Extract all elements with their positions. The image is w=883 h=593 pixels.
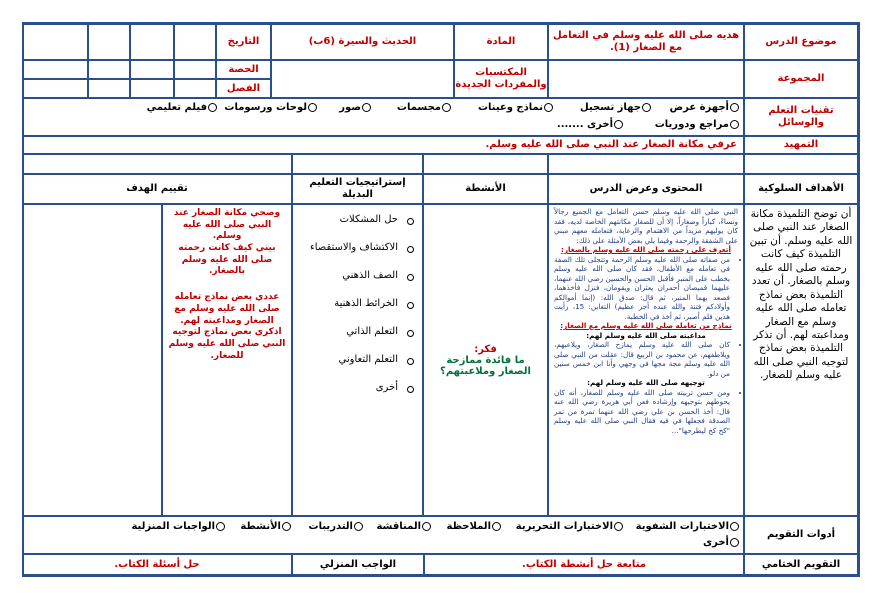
group-value <box>548 60 744 98</box>
date-cell-4 <box>22 24 88 60</box>
spacer-cell-1 <box>744 154 858 174</box>
subject-value: الحديث والسيرة (6ب) <box>271 24 454 60</box>
technique-option-mockups[interactable]: مجسمات <box>397 102 451 113</box>
lesson-topic: هديه صلى الله عليه وسلم في التعامل مع الصغار (1). <box>548 24 744 60</box>
class-cell-1 <box>174 79 216 98</box>
col-content-header: المحتوى وعرض الدرس <box>548 174 744 204</box>
objectives-body: أن توضح التلميذة مكانة الصغار عند النبي صلى الله عليه وسلم. أن تبين التلميذة كيف كانت رحمته صلى الله عليه وسلم بالصغار. أن تعدد التلميذة بعض نماذج تعامله صلى الله عليه وسلم مع الصغار ومداعبته لهم. أن تذكر التلميذة بعض نماذج لتوجيه النبي صلى الله عليه وسلم للصغار. <box>744 204 858 516</box>
homework-label: الواجب المنزلي <box>292 554 424 575</box>
vocab-label: المكتسبات والمفردات الجديدة <box>454 60 548 98</box>
date-cell-3 <box>88 24 130 60</box>
content-paragraph-mercy: • من صفاته صلى الله عليه وسلم الرحمة وتتجلى تلك الصفة في تعامله مع الأطفال، فقد كان صلى الله عليه وسلم يخطب على المنبر فأقبل الحسن والحسين رضي الله عنهما، عليهما قميصان أحمران يعثران ويقومان، فنزل فأخذهما، فصعد بهما المنبر، ثم قال: صدق الله: (إنما أموالكم وأولادكم فتنة والله عنده أجر عظيم) التغابن: 15، رأيت هذين فلم أصبر، ثم أخذ في الخطبة. <box>554 255 730 322</box>
spacer-cell-3 <box>423 154 548 174</box>
radio-icon[interactable] <box>730 522 739 531</box>
circle-bullet-icon <box>407 218 414 225</box>
date-cell-2 <box>130 24 174 60</box>
evaluation-body <box>162 204 292 516</box>
radio-icon[interactable] <box>208 103 217 112</box>
content-subheading-models: نماذج من تعامله صلى الله عليه وسلم مع الصغار: <box>560 321 732 330</box>
assessment-option-other[interactable]: أخرى <box>703 537 739 548</box>
spacer-cell-5 <box>22 154 292 174</box>
circle-bullet-icon <box>407 246 414 253</box>
homework-text: حل أسئلة الكتاب. <box>22 554 292 575</box>
assessment-label: أدوات التقويم <box>744 516 858 554</box>
content-subheading-guidance: توجيهه صلى الله عليه وسلم لهم: <box>587 378 705 387</box>
radio-icon[interactable] <box>730 103 739 112</box>
radio-icon[interactable] <box>614 120 623 129</box>
group-label: المجموعة <box>744 60 858 98</box>
period-cell-2 <box>130 60 174 79</box>
assessment-option-discussion[interactable]: المناقشة <box>376 521 431 532</box>
intro-label: التمهيد <box>744 136 858 154</box>
strategy-item: الصف الذهني <box>293 269 416 283</box>
assessment-option-exercises[interactable]: التدريبات <box>309 521 363 532</box>
technique-option-projector[interactable]: أجهزة عرض <box>670 102 739 113</box>
technique-option-references[interactable]: مراجع ودوريات <box>655 119 739 130</box>
radio-icon[interactable] <box>216 522 225 531</box>
evaluation-extra <box>22 204 162 516</box>
strategy-item: حل المشكلات <box>293 213 416 227</box>
content-intro: النبي صلى الله عليه وسلم حسن التعامل مع الجميع رجالاً ونساءً، كباراً وصغاراً، إلا أن للصغار مكانتهم الخاصة لديه، فقد كان يوليهم مزيداً من الاهتمام والرعاية، فتعامله معهم مبني على الشفقة والرحمة وفيما يلي بعض الأمثلة على ذلك: <box>554 207 738 245</box>
radio-icon[interactable] <box>442 103 451 112</box>
content-paragraph-guidance: • ومن حسن تربيته صلى الله عليه وسلم للصغار، أنه كان يحوطهم بتوجيهه وإرشاده فعن أبي هريرة رضي الله عنه قال: أخذ الحسن بن علي رضي الله عنهما تمرة من تمر الصدقة فجعلها في فيه فقال النبي صلى الله عليه وسلم "كخ كخ ليطرحها"... <box>554 388 730 436</box>
strategies-list <box>293 205 422 395</box>
date-cell-1 <box>174 24 216 60</box>
spacer-cell-2 <box>548 154 744 174</box>
intro-text: عرفي مكانة الصغار عند النبي صلى الله عليه وسلم. <box>22 136 744 154</box>
strategies-body <box>292 204 423 516</box>
evaluation-item-3: عددي بعض نماذج تعامله صلى الله عليه وسلم مع الصغار ومداعبته لهم. <box>174 292 280 326</box>
techniques-options <box>22 98 744 136</box>
subject-label: المادة <box>454 24 548 60</box>
technique-option-film[interactable]: فيلم تعليمي <box>147 102 217 113</box>
evaluation-item-4: اذكري بعض نماذج لتوجيه النبي صلى الله عليه وسلم للصغار. <box>168 327 286 361</box>
radio-icon[interactable] <box>492 522 501 531</box>
technique-option-pictures[interactable]: صور <box>339 102 371 113</box>
spacer-cell-4 <box>292 154 423 174</box>
radio-icon[interactable] <box>422 522 431 531</box>
col-evaluation-header: تقييم الهدف <box>22 174 292 204</box>
think-label: فكر: <box>474 343 497 355</box>
period-label: الحصة <box>216 60 271 79</box>
technique-option-boards[interactable]: لوحات ورسومات <box>224 102 317 113</box>
techniques-label: تقنيات التعلم والوسائل <box>744 98 858 136</box>
col-objectives-header: الأهداف السلوكية <box>744 174 858 204</box>
evaluation-item-1: وضحي مكانة الصغار عند النبي صلى الله عليه وسلم. <box>173 208 281 242</box>
activities-body <box>423 204 548 516</box>
radio-icon[interactable] <box>730 538 739 547</box>
radio-icon[interactable] <box>614 522 623 531</box>
period-cell-4 <box>22 60 88 79</box>
content-subheading-mercy: أتعرف على رحمته صلى الله عليه وسلم بالصغار: <box>561 245 731 254</box>
circle-bullet-icon <box>407 302 414 309</box>
class-cell-2 <box>130 79 174 98</box>
strategy-item: الخرائط الذهنية <box>293 297 416 311</box>
strategy-item: أخرى <box>293 381 416 395</box>
circle-bullet-icon <box>407 274 414 281</box>
col-activities-header: الأنشطة <box>423 174 548 204</box>
technique-option-models[interactable]: نماذج وعينات <box>478 102 553 113</box>
technique-option-recorder[interactable]: جهاز تسجيل <box>580 102 651 113</box>
radio-icon[interactable] <box>730 120 739 129</box>
think-question: ما فائدة ممازحة الصغار وملاعبتهم؟ <box>440 354 531 377</box>
class-label: الفصل <box>216 79 271 98</box>
radio-icon[interactable] <box>308 103 317 112</box>
assessment-option-written[interactable]: الاختبارات التحريرية <box>516 521 623 532</box>
lesson-plan <box>22 22 860 577</box>
assessment-option-homework[interactable]: الواجبات المنزلية <box>131 521 225 532</box>
closing-label: التقويم الختامي <box>744 554 858 575</box>
assessment-options <box>22 516 744 554</box>
col-strategies-header: إستراتيجيات التعليم البديلة <box>292 174 423 204</box>
content-paragraph-play: • كان صلى الله عليه وسلم يمازح الصغار، ويلاعبهم، ويلاطفهم، عن محمود بن الربيع قال: عقلت من النبي صلى الله عليه وسلم مجة مجها في وجهي وأنا ابن خمس سنين من دلو. <box>554 340 730 378</box>
radio-icon[interactable] <box>354 522 363 531</box>
content-subheading-play: مداعبته صلى الله عليه وسلم لهم: <box>586 330 706 340</box>
circle-bullet-icon <box>407 358 414 365</box>
circle-bullet-icon <box>407 386 414 393</box>
date-label: التاريخ <box>216 24 271 60</box>
technique-option-other[interactable]: أخرى ....... <box>557 119 623 130</box>
closing-text: متابعة حل أنشطة الكتاب. <box>424 554 744 575</box>
strategy-item: التعلم الذاتي <box>293 325 416 339</box>
radio-icon[interactable] <box>642 103 651 112</box>
class-cell-4 <box>22 79 88 98</box>
lesson-topic-label: موضوع الدرس <box>744 24 858 60</box>
evaluation-item-2: بيني كيف كانت رحمته صلى الله عليه وسلم بالصغار. <box>178 243 276 277</box>
circle-bullet-icon <box>407 330 414 337</box>
class-cell-3 <box>88 79 130 98</box>
strategy-item: التعلم التعاوني <box>293 353 416 367</box>
radio-icon[interactable] <box>544 103 553 112</box>
assessment-option-oral[interactable]: الاختبارات الشفوية <box>636 521 739 532</box>
assessment-option-observation[interactable]: الملاحظة <box>447 521 502 532</box>
vocab-value <box>271 60 454 98</box>
assessment-option-activities[interactable]: الأنشطة <box>240 521 291 532</box>
period-cell-1 <box>174 60 216 79</box>
radio-icon[interactable] <box>362 103 371 112</box>
radio-icon[interactable] <box>282 522 291 531</box>
content-body <box>548 204 744 516</box>
period-cell-3 <box>88 60 130 79</box>
strategy-item: الاكتشاف والاستقصاء <box>293 241 416 255</box>
